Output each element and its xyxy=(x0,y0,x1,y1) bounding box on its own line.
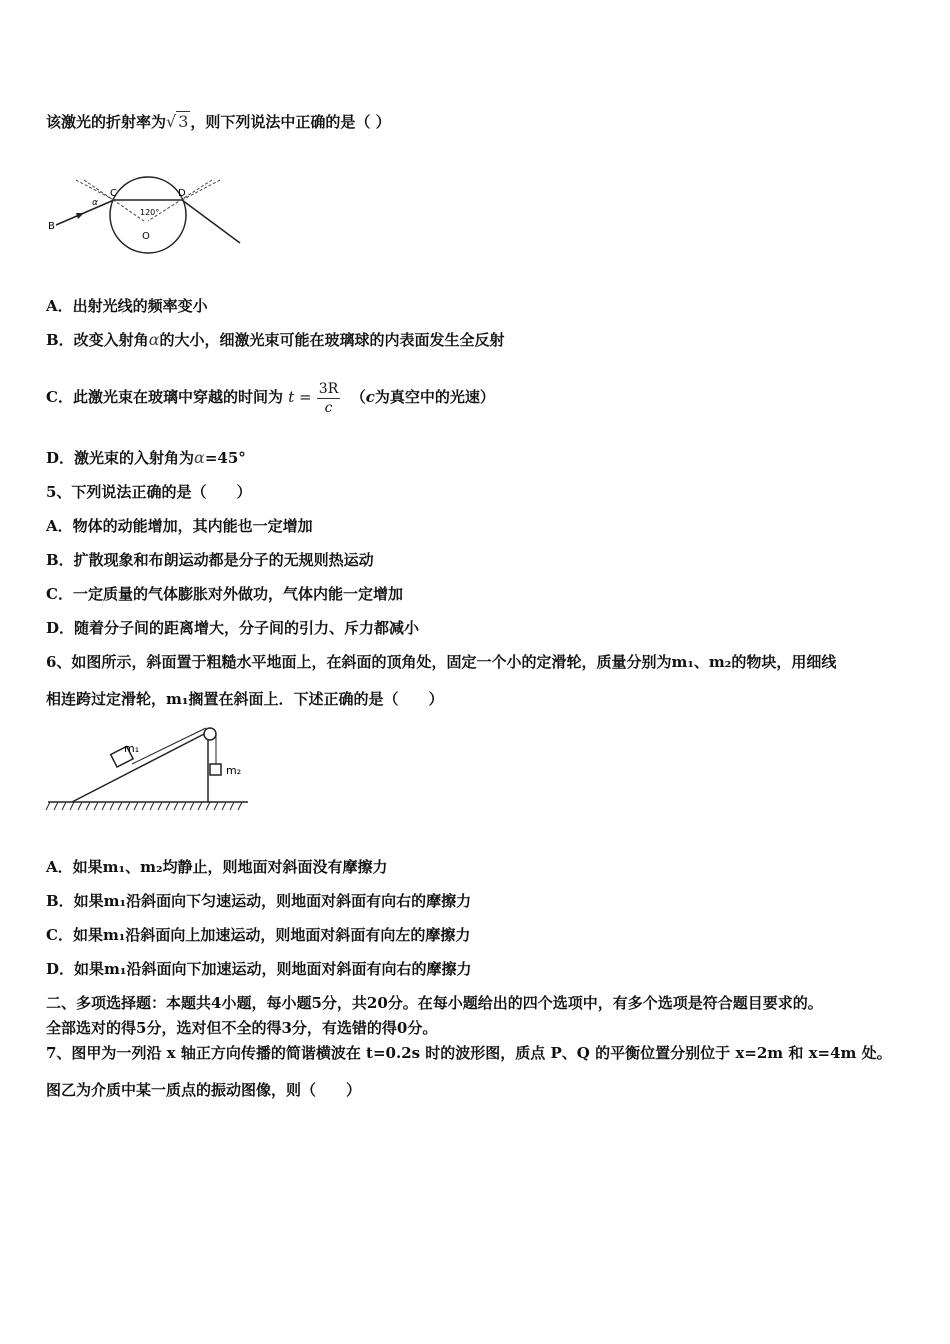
q4-option-b: B．改变入射角α的大小，细激光束可能在玻璃球的内表面发生全反射 xyxy=(46,330,505,349)
q7-stem-line2: 图乙为介质中某一质点的振动图像，则（ ） xyxy=(46,1081,362,1099)
q6-option-a: A．如果m₁、m₂均静止，则地面对斜面没有摩擦力 xyxy=(46,858,388,876)
q7-stem-line1: 7、图甲为一列沿 x 轴正方向传播的简谐横波在 t=0.2s 时的波形图，质点 P、Q 的平衡位置分别位于 x=2m 和 x=4m 处。 xyxy=(46,1044,892,1062)
q4-figure-glass-sphere xyxy=(44,165,244,265)
q6-figure-incline xyxy=(44,722,254,822)
q5-option-d: D．随着分子间的距离增大，分子间的引力、斥力都减小 xyxy=(46,619,420,637)
label-angle: 120° xyxy=(140,208,160,217)
q5-option-c: C．一定质量的气体膨胀对外做功，气体内能一定增加 xyxy=(46,585,403,603)
section2-heading-line2: 全部选对的得5分，选对但不全的得3分，有选错的得0分。 xyxy=(46,1019,438,1037)
q6-stem-line2: 相连跨过定滑轮，m₁搁置在斜面上．下述正确的是（ ） xyxy=(46,690,444,708)
q4-option-c: C．此激光束在玻璃中穿越的时间为 t = $\frac{3R}{c}$ （c为真空中的光速） xyxy=(46,380,495,416)
formula-t: t = xyxy=(288,388,312,406)
q5-option-b: B．扩散现象和布朗运动都是分子的无规则热运动 xyxy=(46,551,374,569)
q4-stem-b: ，则下列说法中正确的是（ ） xyxy=(190,113,391,131)
sqrt-symbol: √ 3 xyxy=(166,112,189,131)
q4-option-a: A．出射光线的频率变小 xyxy=(46,297,208,315)
label-o: O xyxy=(142,231,150,242)
q4-stem-a: 该激光的折射率为 xyxy=(46,113,167,131)
label-alpha: α xyxy=(92,198,98,208)
label-b: B xyxy=(48,221,55,232)
q4-stem xyxy=(46,112,391,132)
q4-option-d: D．激光束的入射角为α=45° xyxy=(46,448,246,467)
alpha-symbol: α xyxy=(148,330,160,349)
q6-option-b: B．如果m₁沿斜面向下匀速运动，则地面对斜面有向右的摩擦力 xyxy=(46,892,472,910)
alpha-symbol: α xyxy=(194,448,205,467)
label-d: D xyxy=(178,188,186,199)
q6-stem-line1: 6、如图所示，斜面置于粗糙水平地面上，在斜面的顶角处，固定一个小的定滑轮，质量分别为m₁、m₂的物块，用细线 xyxy=(46,653,837,671)
formula-fraction: $\frac{3R}{c}$ xyxy=(318,380,339,416)
label-m2: m₂ xyxy=(226,764,242,777)
label-c: C xyxy=(110,188,117,199)
q5-stem: 5、下列说法正确的是（ ） xyxy=(46,483,252,501)
label-m1: m₁ xyxy=(124,742,140,755)
q5-option-a: A．物体的动能增加，其内能也一定增加 xyxy=(46,517,313,535)
q6-option-d: D．如果m₁沿斜面向下加速运动，则地面对斜面有向右的摩擦力 xyxy=(46,960,472,978)
section2-heading-line1: 二、多项选择题：本题共4小题，每小题5分，共20分。在每小题给出的四个选项中，有多个选项是符合题目要求的。 xyxy=(46,994,823,1012)
q6-option-c: C．如果m₁沿斜面向上加速运动，则地面对斜面有向左的摩擦力 xyxy=(46,926,471,944)
